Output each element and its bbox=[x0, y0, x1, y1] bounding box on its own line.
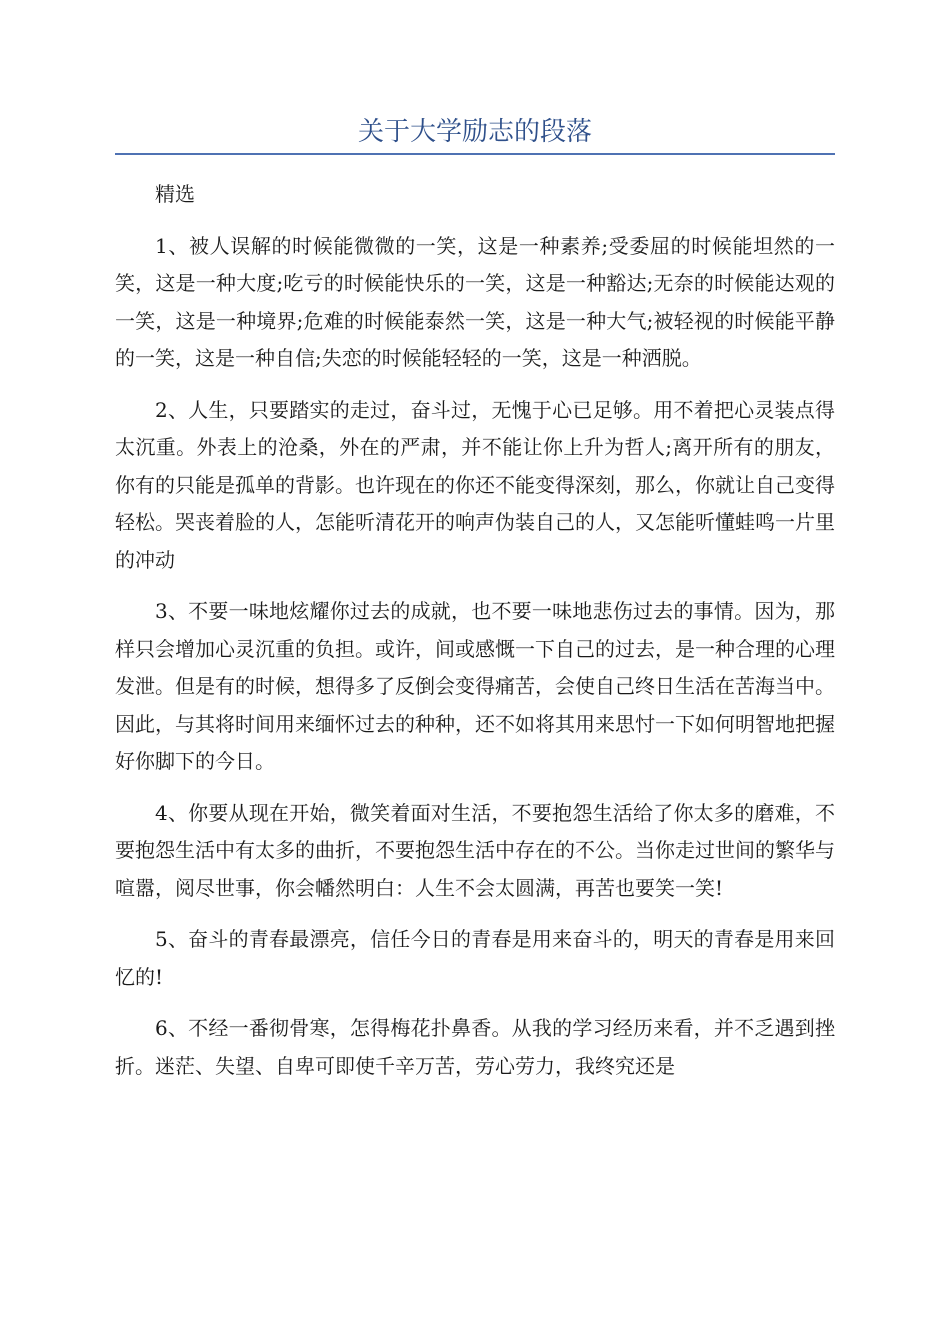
paragraph-6: 6、不经一番彻骨寒，怎得梅花扑鼻香。从我的学习经历来看，并不乏遇到挫折。迷茫、失望、自卑可即使千辛万苦，劳心劳力，我终究还是 bbox=[115, 1016, 835, 1078]
paragraph-3: 3、不要一味地炫耀你过去的成就，也不要一味地悲伤过去的事情。因为，那样只会增加心灵沉重的负担。或许，间或感慨一下自己的过去，是一种合理的心理发泄。但是有的时候，想得多了反倒会变得痛苦，会使自己终日生活在苦海当中。因此，与其将时间用来缅怀过去的种种，还不如将其用来思忖一下如何明智地把握好你脚下的今日。 bbox=[115, 599, 835, 773]
paragraph-5: 5、奋斗的青春最漂亮，信任今日的青春是用来奋斗的，明天的青春是用来回忆的! bbox=[115, 927, 835, 989]
document-body bbox=[115, 176, 835, 1099]
page-title: 关于大学励志的段落 bbox=[357, 117, 592, 147]
paragraph-4: 4、你要从现在开始，微笑着面对生活，不要抱怨生活给了你太多的磨难，不要抱怨生活中有太多的曲折，不要抱怨生活中存在的不公。当你走过世间的繁华与喧嚣，阅尽世事，你会幡然明白：人生不会太圆满，再苦也要笑一笑! bbox=[115, 800, 835, 900]
paragraph-2: 2、人生，只要踏实的走过，奋斗过，无愧于心已足够。用不着把心灵装点得太沉重。外表上的沧桑，外在的严肃，并不能让你上升为哲人;离开所有的朋友，你有的只能是孤单的背影。也许现在的你还不能变得深刻，那么，你就让自己变得轻松。哭丧着脸的人，怎能听清花开的响声伪装自己的人，又怎能听懂蛙鸣一片里的冲动 bbox=[115, 397, 835, 572]
title-underline bbox=[115, 153, 835, 155]
paragraph-1: 1、被人误解的时候能微微的一笑，这是一种素养;受委屈的时候能坦然的一笑，这是一种大度;吃亏的时候能快乐的一笑，这是一种豁达;无奈的时候能达观的一笑，这是一种境界;危难的时候能泰然一笑，这是一种大气;被轻视的时候能平静的一笑，这是一种自信;失恋的时候能轻轻的一笑，这是一种洒脱。 bbox=[115, 233, 835, 370]
section-label: 精选 bbox=[155, 182, 195, 206]
